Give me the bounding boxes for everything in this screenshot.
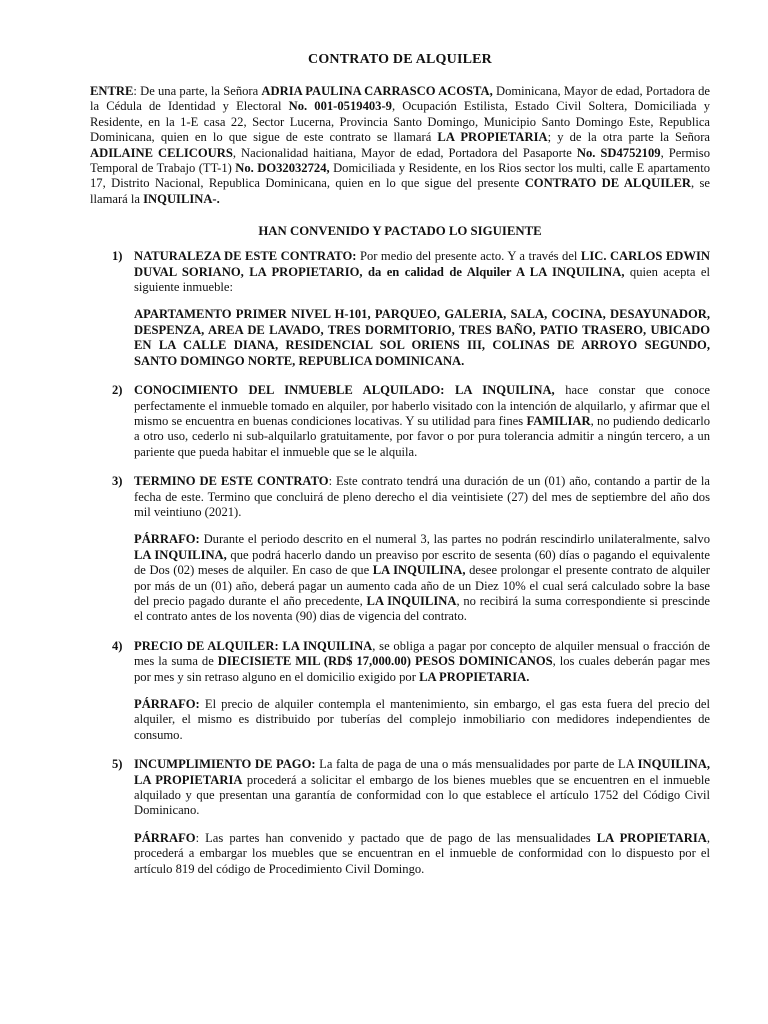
clause-body: desee prolongar el presente contrato de alquiler por más de un (01) año, deberá pagar un aumento cada año de un Diez 10% el cual será calculado sobre la base del precio pagado durante el año precedente, <box>134 563 711 608</box>
clause-body: , no recibirá la suma correspondiente si prescinde el contrato antes de los noventa (90) dias de vigencia del contrato. <box>134 593 710 624</box>
clause-title: TERMINO DE ESTE CONTRATO <box>134 474 329 489</box>
clause-text <box>134 639 710 685</box>
clause-title: PRECIO DE ALQUILER: LA INQUILINA <box>134 638 373 653</box>
intro-text: , Ocupación Estilista, Estado Civil Soltera, Domiciliada y Residente, en la 1-E casa 22, Sector Lucerna, Provincia Santo Domingo, Municipio Santo Domingo Este, Republica Dominicana, quien en lo que sigue de este contrato se llamará <box>90 99 711 145</box>
intro-text: , se llamará la <box>90 176 710 206</box>
paragraph-label: PÁRRAFO <box>134 830 196 845</box>
intro-text: , Nacionalidad haitiana, Mayor de edad, Portadora del Pasaporte <box>232 145 577 160</box>
clause-body: quien acepta el siguiente inmueble: <box>134 264 710 295</box>
clause-body: : Este contrato tendrá una duración de un (01) año, contando a partir de la fecha de este. Termino que concluirá de pleno derecho el dia veintisiete (27) del mes de septiembre del año dos mil veintiuno (2021). <box>134 474 710 519</box>
intro-text: , Permiso Temporal de Trabajo (TT-1) <box>90 145 711 176</box>
clause-number: 3) <box>112 474 123 489</box>
clause-4 <box>90 639 710 743</box>
clause-paragraph <box>134 831 710 877</box>
clause-title: NATURALEZA DE ESTE CONTRATO: <box>134 249 357 264</box>
clause-text <box>134 383 710 460</box>
paragraph-label: PÁRRAFO: <box>134 697 200 711</box>
clause-number: 4) <box>112 638 123 653</box>
clause-3 <box>90 474 710 625</box>
clause-number: 5) <box>112 757 123 772</box>
clause-body: , se obliga a pagar por concepto de alquiler mensual o fracción de mes la suma de <box>134 638 711 669</box>
clause-body: , procederá a embargar los muebles que se encuentran en el inmueble de conformidad con lo dispuesto por el artículo 819 del código de Procedimiento Civil Domingo. <box>134 830 710 876</box>
clause-body: Por medio del presente acto. Y a través del <box>356 249 581 264</box>
clause-1 <box>90 249 710 369</box>
property-description: APARTAMENTO PRIMER NIVEL H-101, PARQUEO, GALERIA, SALA, COCINA, DESAYUNADOR, DESPENZA, AREA DE LAVADO, TRES DORMITORIO, TRES BAÑO, PATIO TRASERO, UBICADO EN LA CALLE DIANA, RESIDENCIAL SOL ORIENS III, COLINAS DE ARROYO SEGUNDO, SANTO DOMINGO NORTE, REPUBLICA DOMINICANA. <box>134 307 710 368</box>
clause-bold-text: INQUILINA, LA PROPIETARIA <box>134 757 711 787</box>
clause-number: 2) <box>112 383 123 398</box>
intro-text: Dominicana, Mayor de edad, Portadora de la Cédula de Identidad y Electoral <box>90 84 710 114</box>
paragraph-label: PÁRRAFO: <box>134 532 200 547</box>
clause-bold-text: LIC. CARLOS EDWIN DUVAL SORIANO, LA PROPIETARIO, da en calidad de Alquiler A LA INQUILINA, <box>134 249 710 279</box>
intro-text: : De una parte, la Señora <box>133 84 262 98</box>
clause-body: El precio de alquiler contempla el mantenimiento, sin embargo, el gas esta fuera del precio del alquiler, el mismo es distribuido por tuberías del complejo inmobiliario con medidores independientes de consumo. <box>134 697 710 742</box>
clause-text <box>134 474 710 520</box>
clause-bold-text: LA INQUILINA, <box>372 563 466 578</box>
clause-paragraph <box>134 532 710 624</box>
landlord-id: No. 001-0519403-9 <box>288 99 392 114</box>
clause-text <box>134 249 710 295</box>
clause-body: : Las partes han convenido y pactado que de pago de las mensualidades <box>195 830 597 845</box>
section-heading: HAN CONVENIDO Y PACTADO LO SIGUIENTE <box>258 224 542 239</box>
clause-text <box>134 757 710 819</box>
clause-bold-text: LA PROPIETARIA. <box>419 669 530 684</box>
tenant-permit: No. DO32032724, <box>235 161 330 176</box>
clause-body: , los cuales deberán pagar mes por mes y sin retraso alguno en el domicilio exigido por <box>134 654 710 684</box>
intro-text: Domiciliada y Residente, en los Rios sector los multi, calle E apartamento 17, Distrito Nacional, Republica Dominicana, quien en lo que sigue del presente <box>90 161 710 191</box>
tenant-name: ADILAINE CELICOURS <box>90 145 233 160</box>
landlord-name: ADRIA PAULINA CARRASCO ACOSTA, <box>261 84 493 98</box>
rent-amount: DIECISIETE MIL (RD$ 17,000.00) PESOS DOMINICANOS <box>217 654 553 669</box>
tenant-passport: No. SD4752109 <box>576 145 661 160</box>
landlord-role: LA PROPIETARIA <box>437 130 548 145</box>
clause-title: CONOCIMIENTO DEL INMUEBLE ALQUILADO: LA INQUILINA, <box>134 383 555 398</box>
clause-body: Durante el periodo descrito en el numeral 3, las partes no podrán rescindirlo unilateralmente, salvo <box>199 532 710 547</box>
clause-body: La falta de paga de una o más mensualidades por parte de LA <box>315 757 638 772</box>
clause-bold-text: FAMILIAR <box>526 413 591 428</box>
clause-number: 1) <box>112 249 123 264</box>
clause-title: INCUMPLIMIENTO DE PAGO: <box>134 757 316 772</box>
intro-entre: ENTRE <box>90 84 134 98</box>
document-title: CONTRATO DE ALQUILER <box>308 52 492 67</box>
clause-body: hace constar que conoce perfectamente el inmueble tomado en alquiler, por haberlo visitado con la intención de alquilarlo, y afirmar que el mismo se encuentra en buenas condiciones locativas. Y su utilidad para fines <box>134 383 710 428</box>
clause-2 <box>90 383 710 460</box>
clause-5 <box>90 757 710 877</box>
clause-body: que podrá hacerlo dando un preaviso por escrito de sesenta (60) días o pagando el equivalente de Dos (02) meses de alquiler. En caso de que <box>134 547 711 578</box>
tenant-role: INQUILINA-. <box>143 191 220 206</box>
intro-text: ; y de la otra parte la Señora <box>547 130 710 145</box>
clause-bold-text: LA PROPIETARIA <box>596 830 707 845</box>
clause-body: , no pudiendo dedicarlo a otro uso, cederlo ni sub-alquilarlo gratuitamente, por favor o por pura tolerancia admitir a ningún tercero, a un pariente que pueda habitar el inmueble que se le alquila. <box>134 413 710 459</box>
clause-bold-text: LA INQUILINA, <box>134 547 227 562</box>
intro-paragraph <box>90 84 710 207</box>
clause-bold-text: LA INQUILINA <box>366 593 457 608</box>
clause-body: procederá a solicitar el embargo de los bienes muebles que se encuentren en el inmueble alquilado y que presentan una garantía de conformidad con lo que establece el artículo 1752 del Código Civil Dominicano. <box>134 772 710 818</box>
contract-name: CONTRATO DE ALQUILER <box>524 176 691 191</box>
clause-paragraph <box>134 697 710 743</box>
